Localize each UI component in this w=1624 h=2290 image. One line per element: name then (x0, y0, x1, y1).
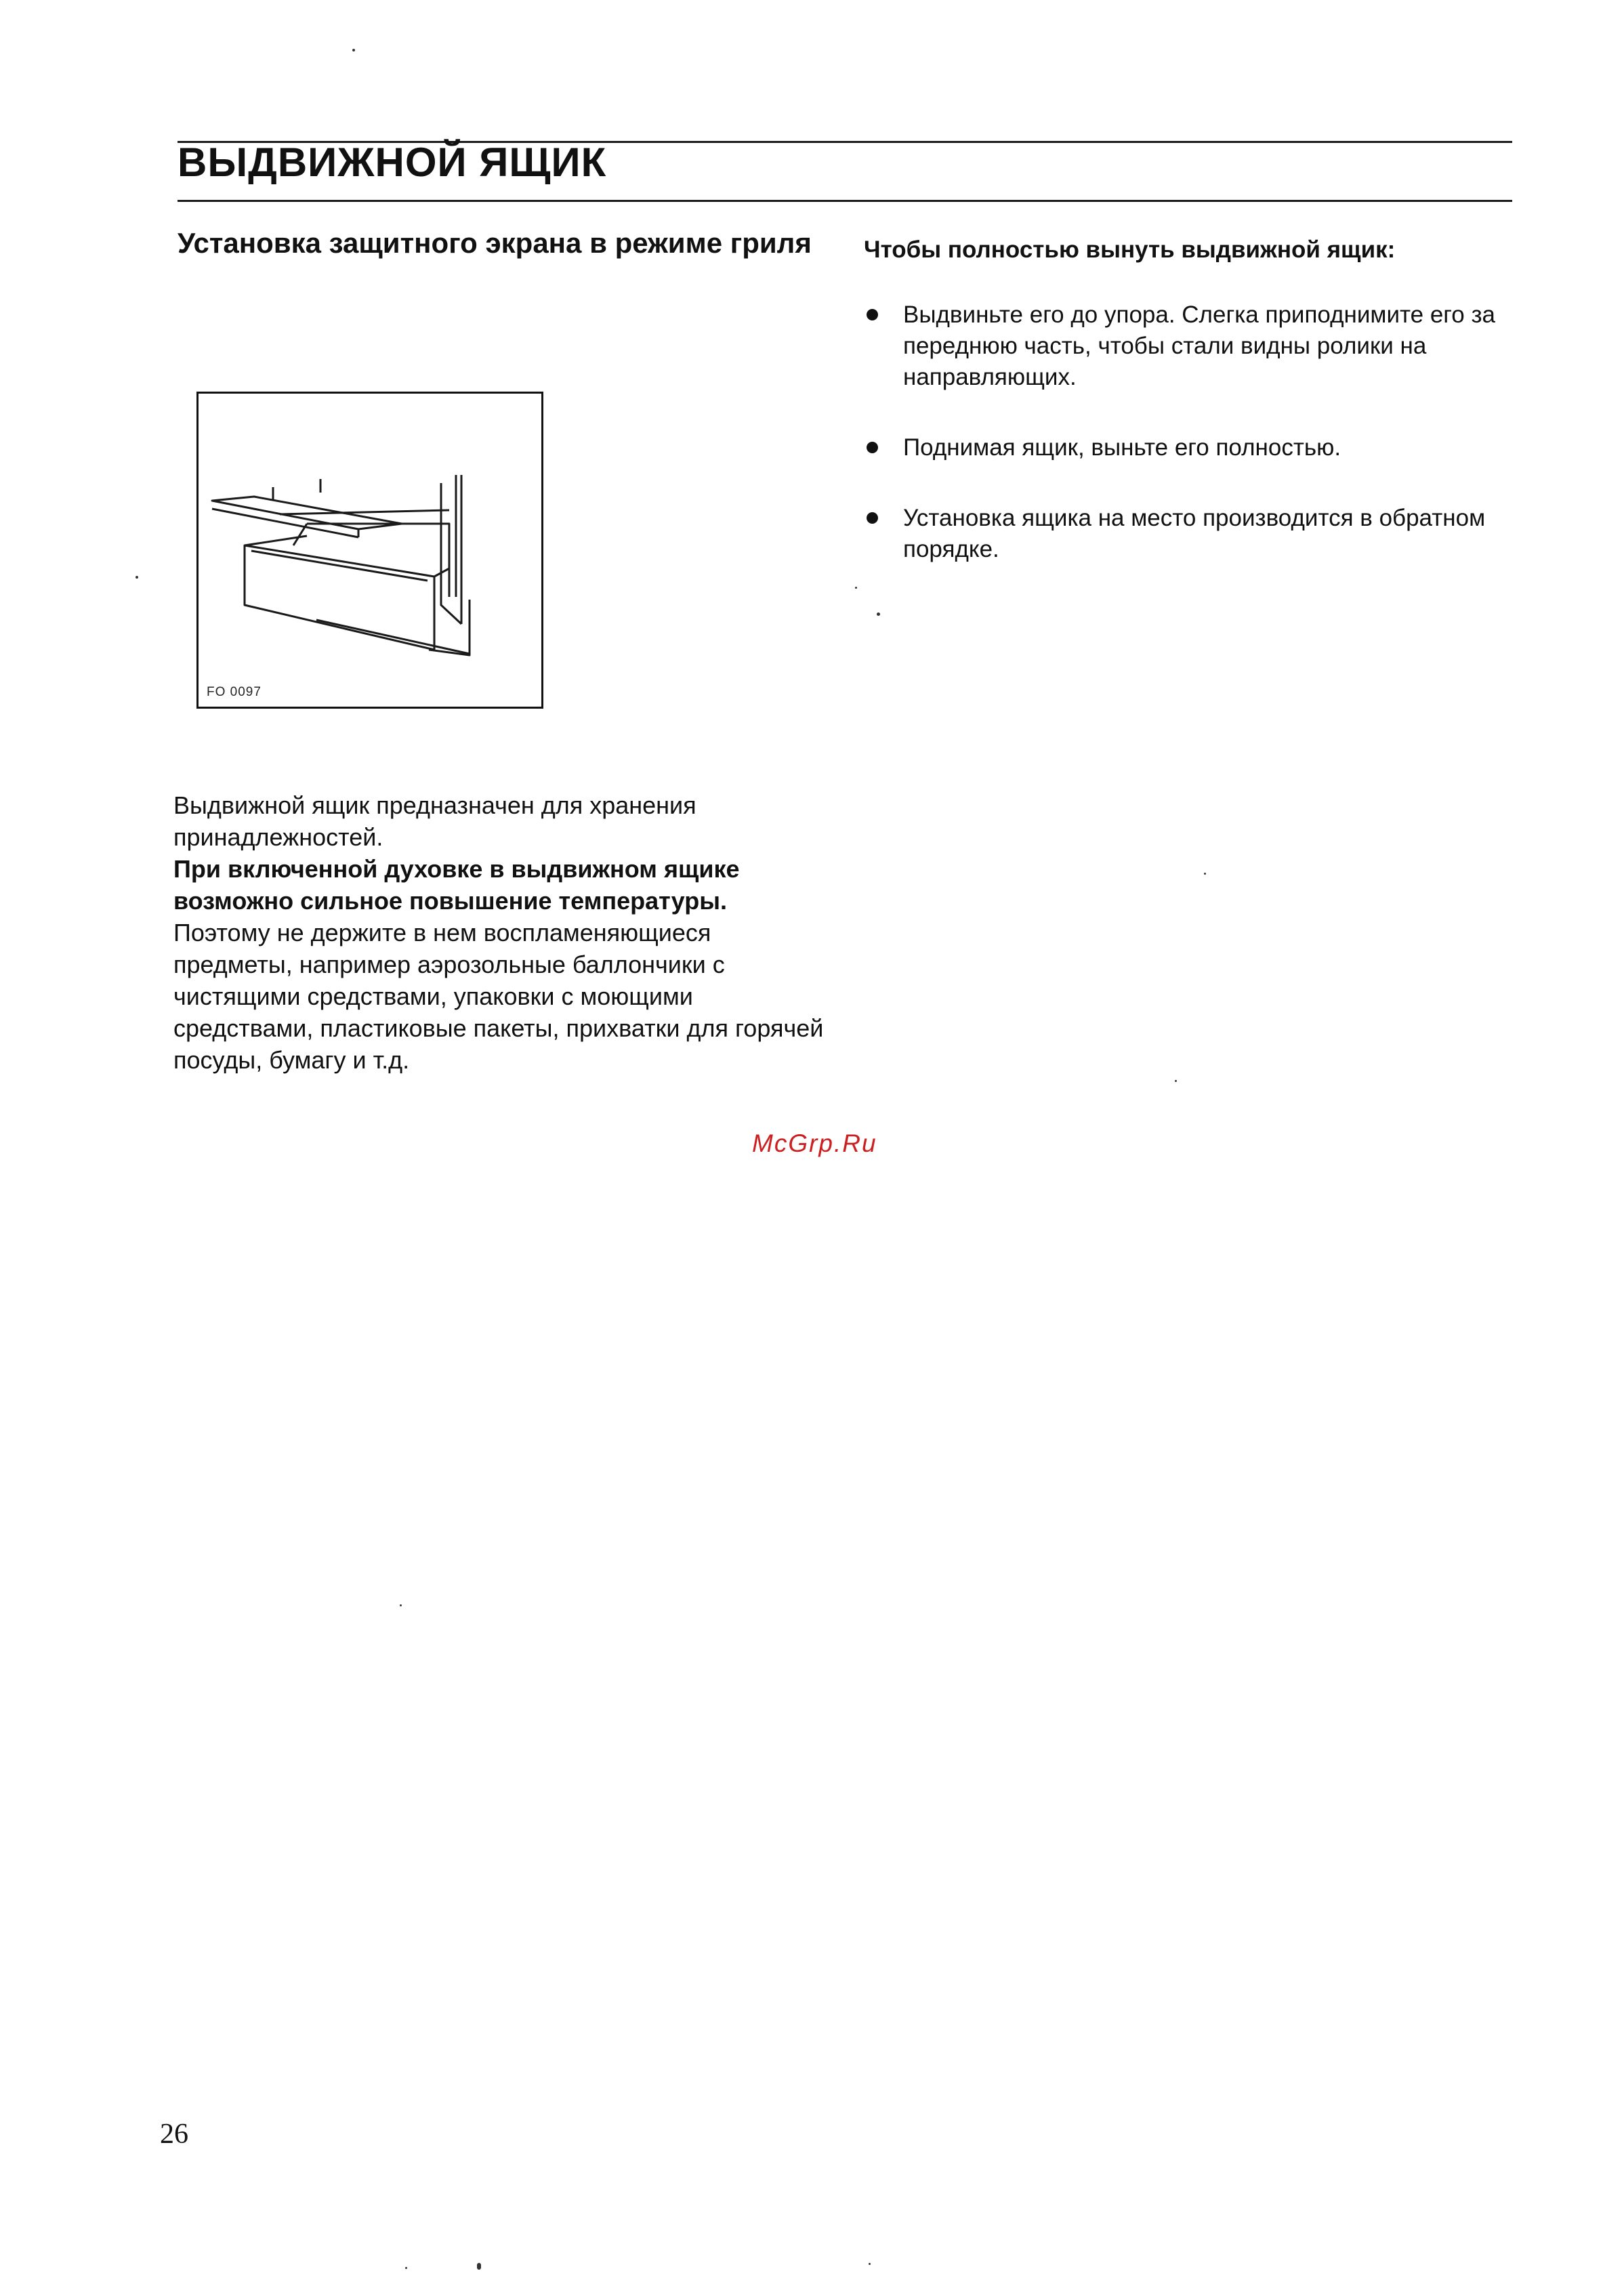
page-title: ВЫДВИЖНОЙ ЯЩИК (178, 140, 607, 185)
warning-paragraph: При включенной духовке в выдвижном ящике возможно сильное повышение температуры. (173, 855, 740, 915)
list-item-text: Поднимая ящик, выньте его полностью. (903, 434, 1341, 461)
bullet-dot-icon (867, 442, 878, 453)
scan-speck (400, 1604, 402, 1606)
advice-paragraph: Поэтому не держите в нем воспламеняющиеся предметы, например аэрозольные баллончики с чистящими средствами, упаковки с моющими средствами, пластиковые пакеты, прихватки для горячей посуды, бумагу и т.д. (173, 919, 824, 1074)
scan-speck (352, 49, 355, 51)
intro-paragraph: Выдвижной ящик предназначен для хранения принадлежностей. (173, 791, 696, 851)
bullet-dot-icon (867, 512, 878, 524)
instruction-list (864, 299, 1501, 565)
scan-speck (1204, 873, 1206, 875)
watermark: McGrp.Ru (752, 1129, 877, 1157)
list-item (864, 503, 1501, 565)
drawer-illustration (199, 394, 541, 707)
list-item-text: Выдвиньте его до упора. Слегка приподнимите его за переднюю часть, чтобы стали видны ролики на направляющих. (903, 301, 1496, 390)
page-number: 26 (160, 2119, 188, 2150)
list-item (864, 432, 1501, 463)
list-item-text: Установка ящика на место производится в обратном порядке. (903, 505, 1486, 562)
left-body-text (173, 789, 824, 1076)
bullet-dot-icon (867, 309, 878, 320)
scan-speck (869, 2263, 871, 2265)
scan-speck (405, 2267, 407, 2269)
top-rule-lower (178, 200, 1512, 202)
scan-speck (1175, 1080, 1177, 1082)
left-section-heading: Установка защитного экрана в режиме гриля (178, 227, 812, 259)
figure-code: FO 0097 (207, 685, 262, 699)
scan-speck (855, 587, 857, 589)
drawer-figure (196, 392, 543, 709)
scan-speck (877, 612, 880, 616)
list-item (864, 299, 1501, 393)
scan-speck (136, 576, 138, 579)
scan-speck (477, 2263, 481, 2270)
right-section-heading: Чтобы полностью вынуть выдвижной ящик: (864, 236, 1396, 263)
